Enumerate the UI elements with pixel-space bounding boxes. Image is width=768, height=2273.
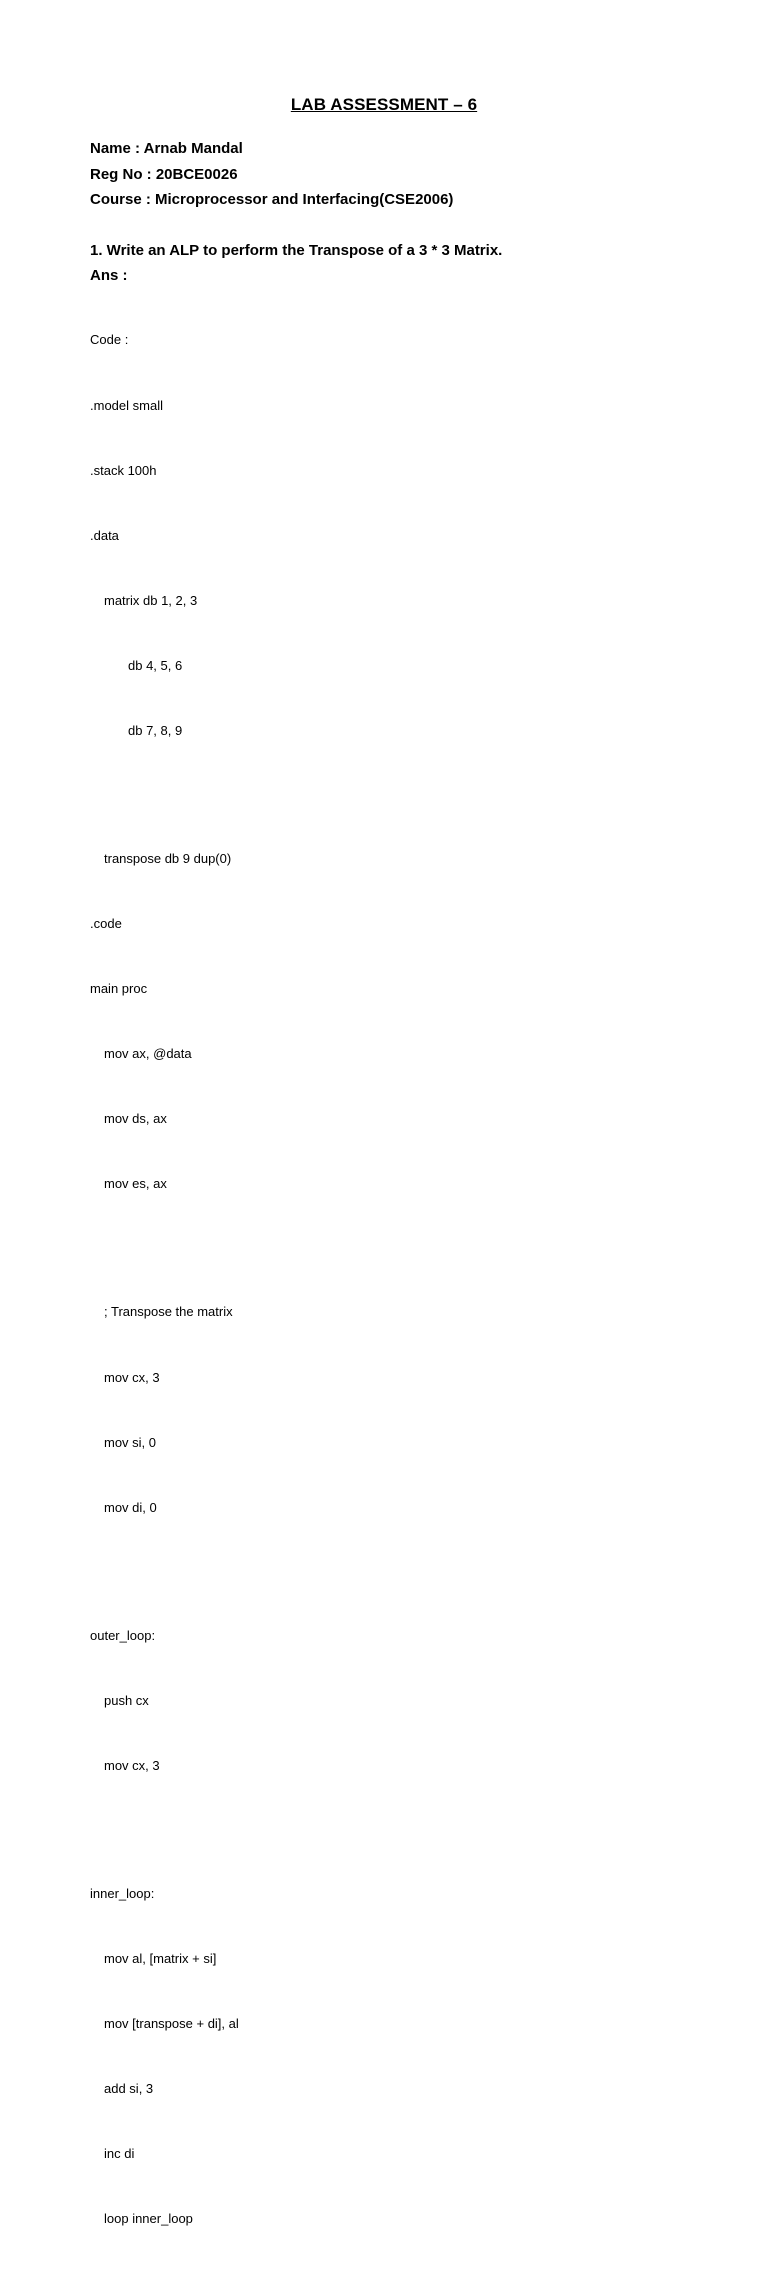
question-text: 1. Write an ALP to perform the Transpose of a 3 * 3 Matrix. xyxy=(90,242,503,259)
course-name: Course : Microprocessor and Interfacing(CSE2006) xyxy=(90,191,454,208)
code-line: mov si, 0 xyxy=(104,1434,157,1450)
registration-number: Reg No : 20BCE0026 xyxy=(90,165,238,183)
code-line: mov cx, 3 xyxy=(104,1757,160,1773)
code-line: mov al, [matrix + si] xyxy=(104,1951,217,1966)
code-blank-line xyxy=(90,1562,239,1582)
code-comment: ; Transpose the matrix xyxy=(104,1304,233,1320)
code-label-inner-loop: inner_loop: xyxy=(90,1885,155,1901)
code-line: transpose db 9 dup(0) xyxy=(104,850,232,866)
code-line: main proc xyxy=(90,981,148,997)
student-info xyxy=(90,136,453,213)
code-line: push cx xyxy=(104,1692,149,1708)
code-line: loop inner_loop xyxy=(104,2211,193,2227)
code-line: mov cx, 3 xyxy=(104,1369,160,1385)
code-blank-line xyxy=(90,785,239,805)
code-line: db 7, 8, 9 xyxy=(128,722,183,738)
question-block xyxy=(90,238,502,288)
code-label-outer-loop: outer_loop: xyxy=(90,1627,156,1643)
code-line: .stack 100h xyxy=(90,462,157,478)
code-blank-line xyxy=(90,1820,239,1840)
code-line: mov ds, ax xyxy=(104,1111,167,1127)
code-block xyxy=(90,286,239,2273)
answer-label: Ans : xyxy=(90,267,128,284)
code-line: add si, 3 xyxy=(104,2081,154,2097)
code-line: matrix db 1, 2, 3 xyxy=(104,592,198,608)
code-line: .code xyxy=(90,916,122,932)
code-blank-line xyxy=(90,1239,239,1259)
code-line: mov es, ax xyxy=(104,1176,167,1192)
student-name: Name : Arnab Mandal xyxy=(90,140,243,157)
code-line: .model small xyxy=(90,397,163,413)
code-line: db 4, 5, 6 xyxy=(128,657,183,673)
code-line: inc di xyxy=(104,2146,135,2162)
code-label: Code : xyxy=(90,332,129,348)
code-line: mov ax, @data xyxy=(104,1046,192,1062)
document-title: LAB ASSESSMENT – 6 xyxy=(290,95,478,114)
code-line: mov di, 0 xyxy=(104,1499,157,1515)
code-line: mov [transpose + di], al xyxy=(104,2016,239,2032)
code-line: .data xyxy=(90,527,119,543)
